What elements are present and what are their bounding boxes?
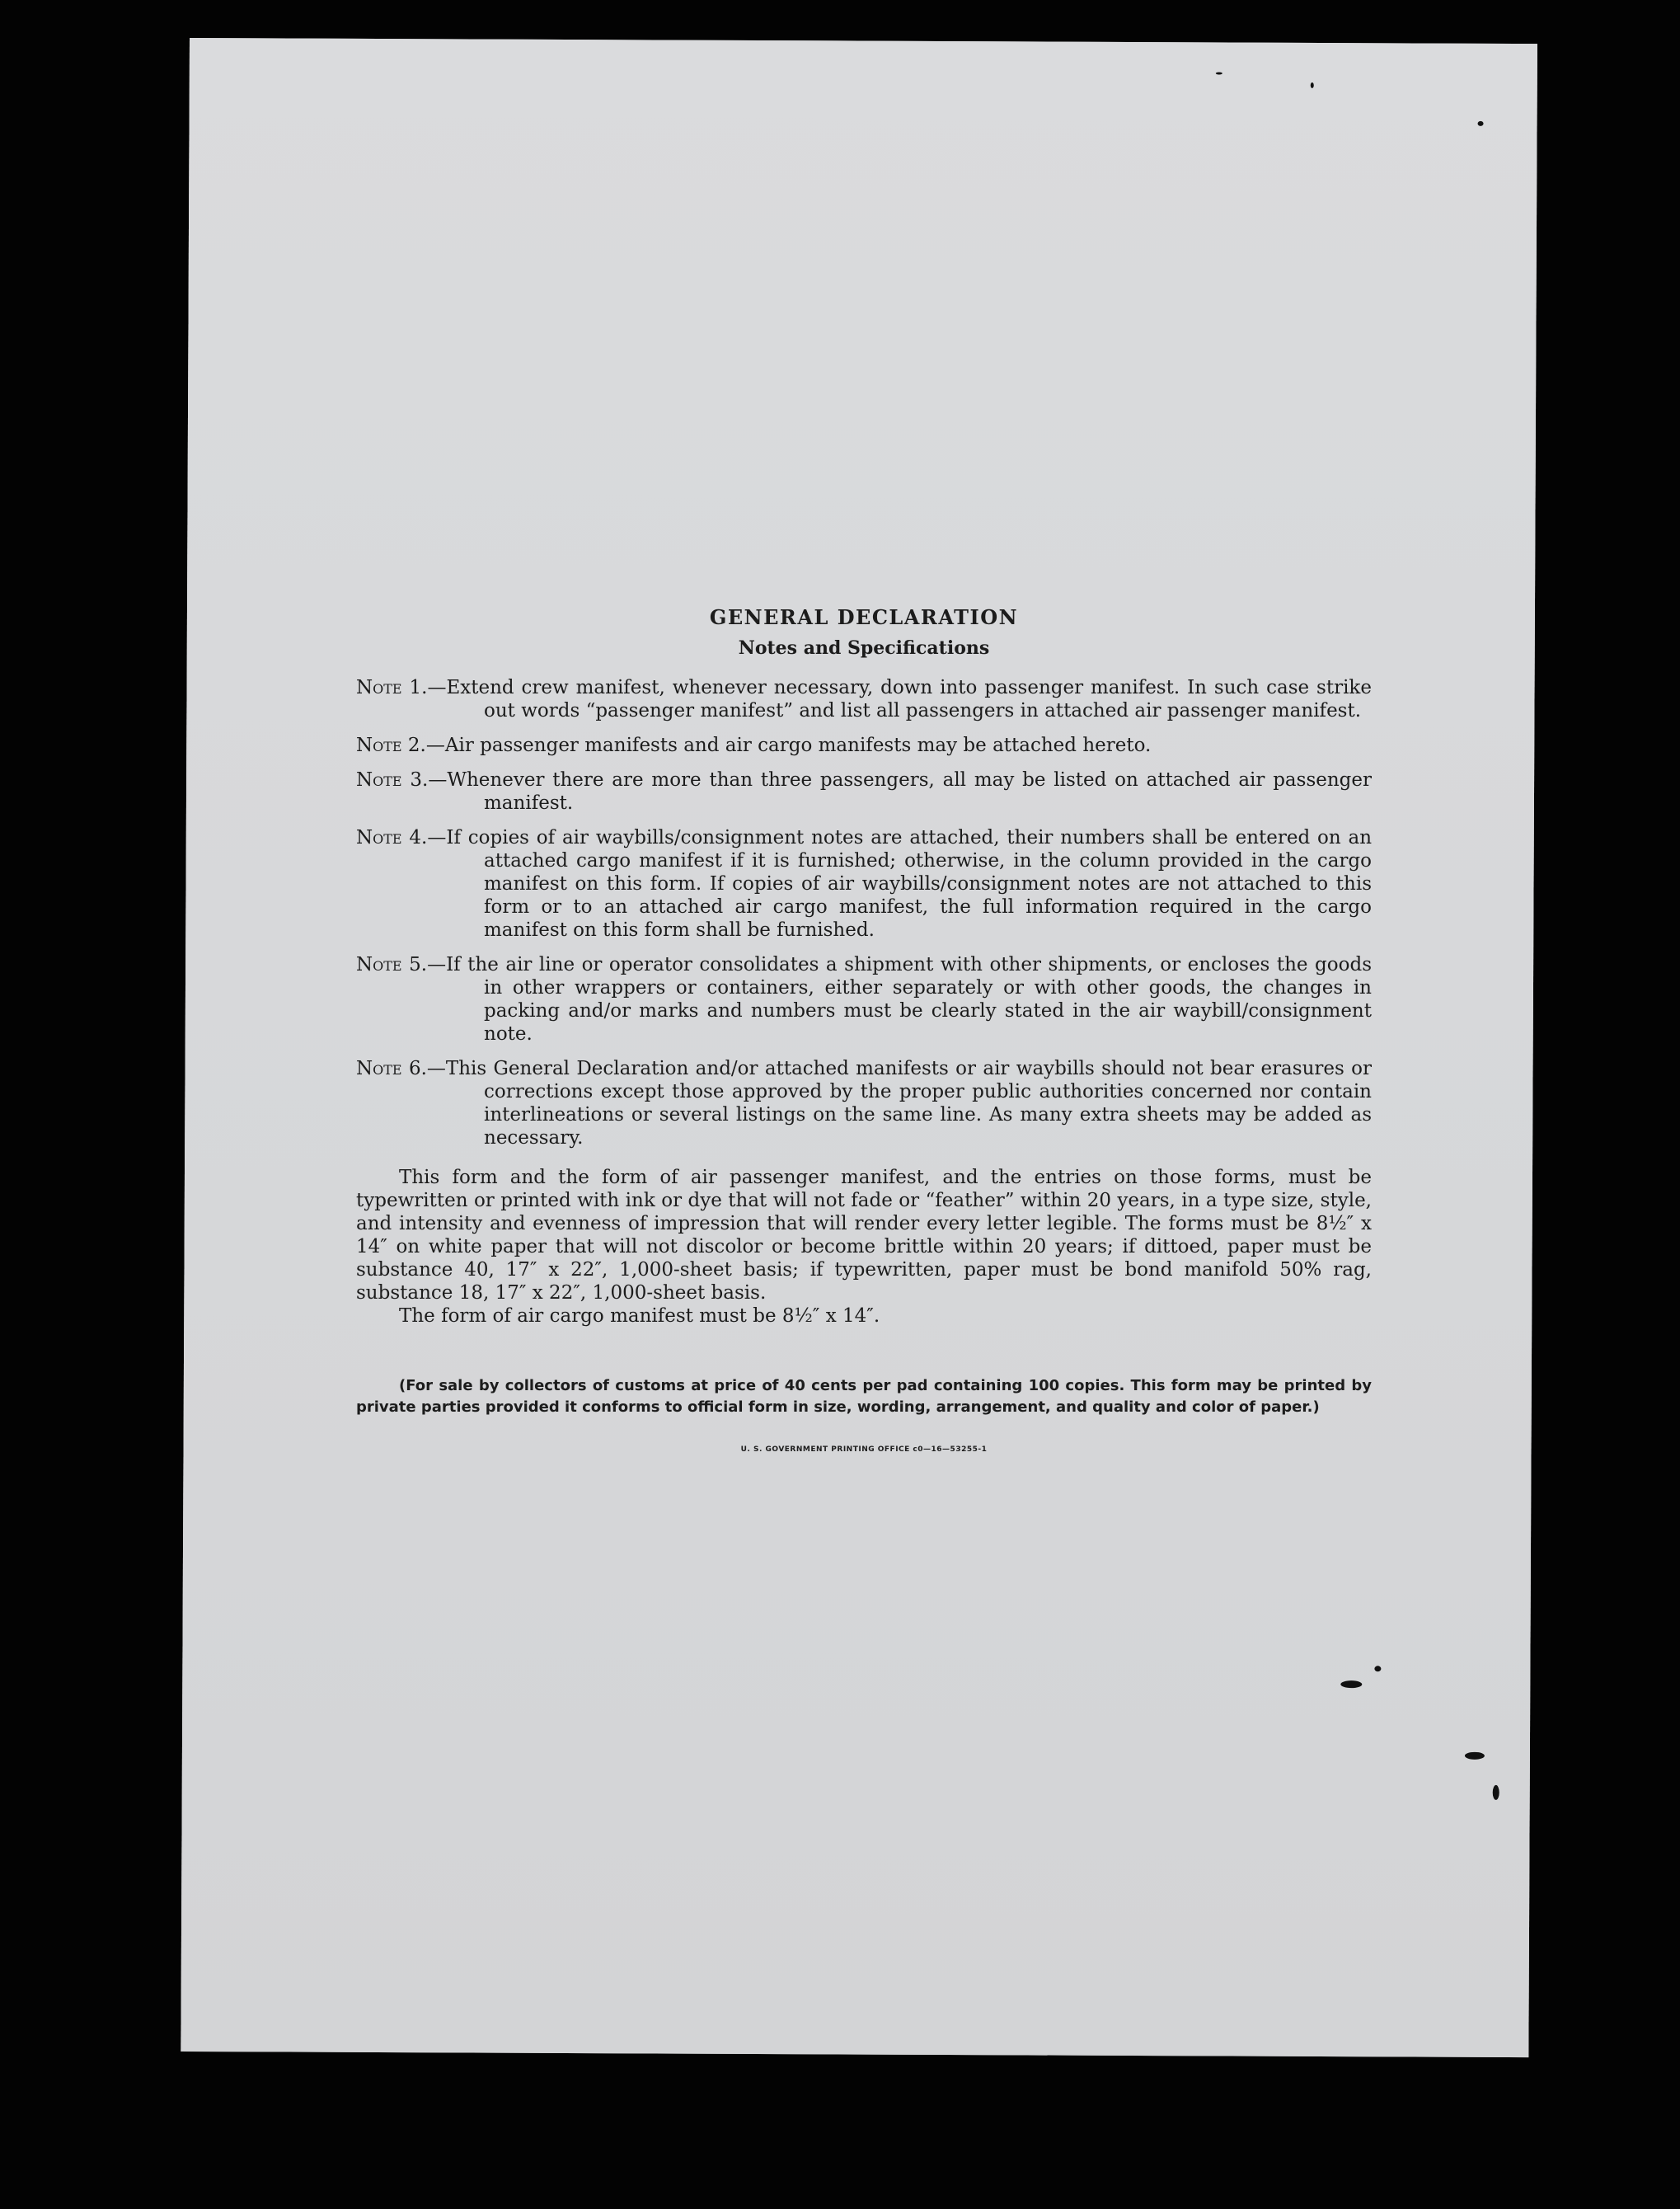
ink-speck — [1465, 1752, 1485, 1760]
document-content — [356, 605, 1372, 1461]
note-label: Note 6. — [356, 1058, 427, 1079]
note-text: —If the air line or operator consolidates a shipment with other shipments, or encloses the goods in other wrappers or containers, either separately or with other goods, the changes in packing and/or marks and numbers must be clearly stated in the air waybill/consignment note. — [427, 954, 1372, 1045]
document-subtitle: Notes and Specifications — [738, 637, 990, 659]
note-text: —Whenever there are more than three passengers, all may be listed on attached air passenger manifest. — [428, 769, 1372, 814]
document-title: GENERAL DECLARATION — [709, 605, 1019, 629]
note-5 — [356, 953, 1372, 1046]
note-2 — [356, 734, 1372, 757]
ink-speck — [1216, 72, 1222, 74]
note-text: —If copies of air waybills/consignment notes are attached, their numbers shall be entered on an attached cargo manifest if it is furnished; otherwise, in the column provided in the cargo manifest on this form. If copies of air waybills/consignment notes are not attached to this form or to an attached air cargo manifest, the full information required in the cargo manifest on this form shall be furnished. — [427, 827, 1373, 941]
ink-speck — [1311, 82, 1314, 88]
note-label: Note 4. — [356, 827, 428, 848]
note-label: Note 1. — [356, 677, 428, 698]
form-requirements-paragraph: This form and the form of air passenger manifest, and the entries on those forms, must be typewritten or printed with ink or dye that will not fade or “feather” within 20 years, in a type size, style, and intensity and evenness of impression that will render every letter legible. The forms must be 8½″ x 14″ on white paper that will not discolor or become brittle within 20 years; if dittoed, paper must be substance 40, 17″ x 22″, 1,000-sheet basis; if typewritten, paper must be bond manifold 50% rag, substance 18, 17″ x 22″, 1,000-sheet basis. — [356, 1167, 1372, 1304]
note-4 — [356, 826, 1372, 942]
note-text: —Air passenger manifests and air cargo manifests may be attached hereto. — [425, 735, 1152, 756]
note-1 — [356, 676, 1372, 722]
note-text: —This General Declaration and/or attached manifests or air waybills should not bear erasures or corrections except those approved by the proper public authorities concerned nor contain interlineations or several listings on the same line. As many extra sheets may be added as necessary. — [426, 1058, 1372, 1149]
ink-speck — [1374, 1666, 1381, 1671]
cargo-manifest-size-paragraph: The form of air cargo manifest must be 8½″ x 14″. — [399, 1305, 880, 1327]
printing-office-imprint: U. S. GOVERNMENT PRINTING OFFICE c0—16—53255-1 — [740, 1445, 988, 1454]
note-6 — [356, 1057, 1372, 1149]
note-label: Note 2. — [356, 735, 426, 756]
note-label: Note 5. — [356, 954, 428, 975]
note-label: Note 3. — [356, 769, 429, 791]
note-3 — [356, 768, 1372, 815]
ink-speck — [1493, 1785, 1499, 1800]
ink-speck — [1478, 121, 1484, 126]
note-text: —Extend crew manifest, whenever necessary, down into passenger manifest. In such case strike out words “passenger manifest” and list all passengers in attached air passenger manifest. — [427, 677, 1372, 721]
ink-speck — [1340, 1680, 1362, 1688]
sale-notice: (For sale by collectors of customs at price of 40 cents per pad containing 100 copies. This form may be printed by private parties provided it conforms to official form in size, wording, arrangement, and quality and color of paper.) — [356, 1377, 1372, 1416]
